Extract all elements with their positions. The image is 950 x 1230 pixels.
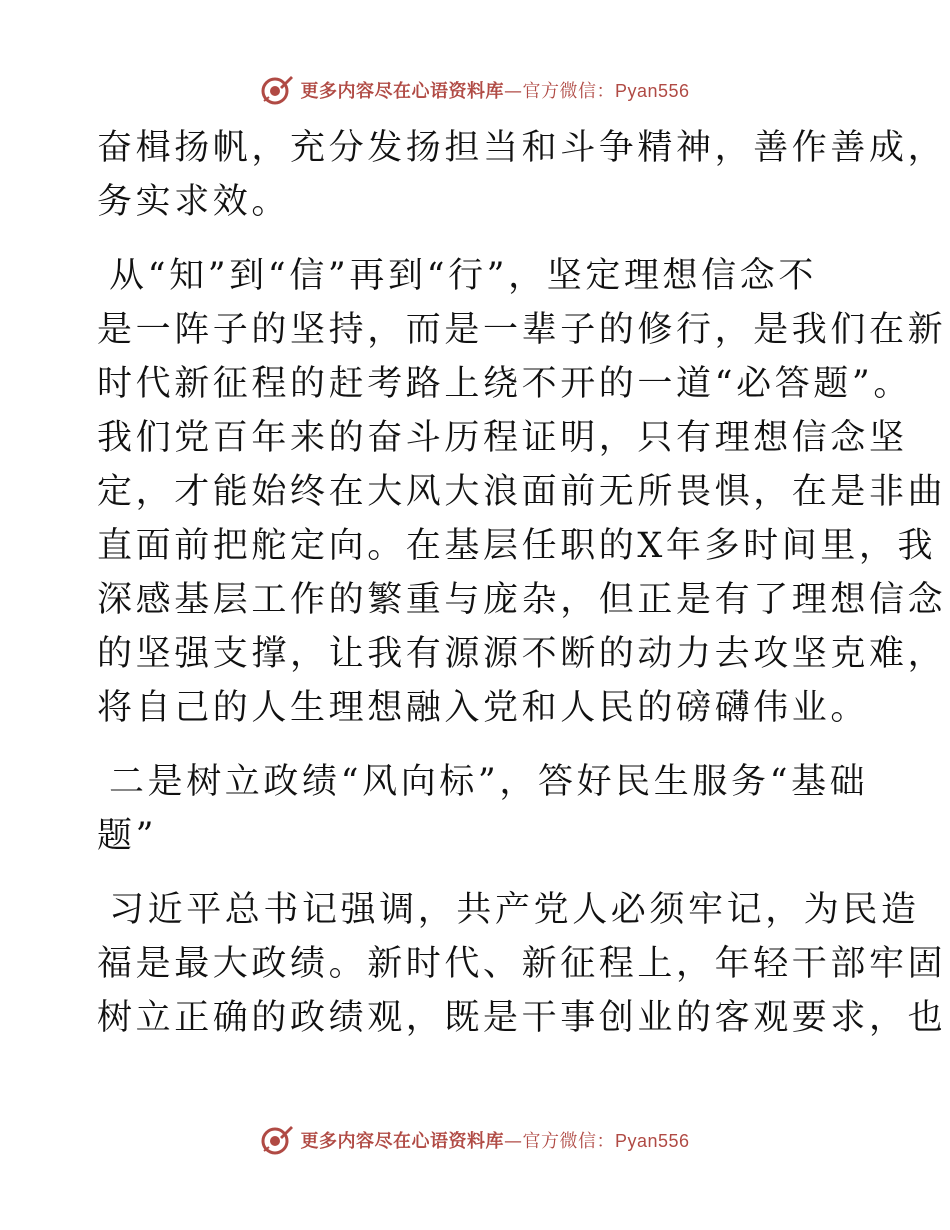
text-line: 将自己的人生理想融入党和人民的磅礴伟业。 xyxy=(97,688,870,728)
section-heading: 二是树立政绩“风向标”，答好民生服务“基础 xyxy=(109,762,869,802)
text-line: 是一阵子的坚持，而是一辈子的修行，是我们在新 xyxy=(97,310,947,350)
pen-logo-icon xyxy=(260,73,294,107)
watermark-official-text: 官方微信： xyxy=(522,81,615,102)
watermark-separator: — xyxy=(503,1131,523,1152)
text-line: 我们党百年来的奋斗历程证明，只有理想信念坚 xyxy=(97,418,908,458)
watermark-wechat-id: Pyan556 xyxy=(614,81,690,101)
text-line: 务实求效。 xyxy=(97,182,291,222)
watermark-wechat-id: Pyan556 xyxy=(614,1131,690,1151)
footer-watermark xyxy=(0,1120,950,1160)
section-heading: 题” xyxy=(97,816,158,856)
watermark-official-text: 官方微信： xyxy=(522,1131,615,1152)
document-body xyxy=(97,121,947,1045)
watermark-site-text: 更多内容尽在心语资料库 xyxy=(300,81,504,102)
text-line: 奋楫扬帆，充分发扬担当和斗争精神，善作善成， xyxy=(97,128,947,168)
text-line: 习近平总书记强调，共产党人必须牢记，为民造 xyxy=(109,890,920,930)
text-line: 直面前把舵定向。在基层任职的X年多时间里，我 xyxy=(97,526,937,566)
text-line: 深感基层工作的繁重与庞杂，但正是有了理想信念 xyxy=(97,580,947,620)
text-line: 时代新征程的赶考路上绕不开的一道“必答题”。 xyxy=(97,364,912,404)
header-watermark xyxy=(0,70,950,110)
text-line: 树立正确的政绩观，既是干事创业的客观要求，也 xyxy=(97,998,947,1038)
watermark-separator: — xyxy=(503,81,523,102)
text-line: 的坚强支撑，让我有源源不断的动力去攻坚克难， xyxy=(97,634,947,674)
text-line: 从“知”到“信”再到“行”，坚定理想信念不 xyxy=(109,256,817,296)
text-line: 定，才能始终在大风大浪面前无所畏惧，在是非曲 xyxy=(97,472,947,512)
text-line: 福是最大政绩。新时代、新征程上，年轻干部牢固 xyxy=(97,944,947,984)
pen-logo-icon xyxy=(260,1123,294,1157)
watermark-site-text: 更多内容尽在心语资料库 xyxy=(300,1131,504,1152)
